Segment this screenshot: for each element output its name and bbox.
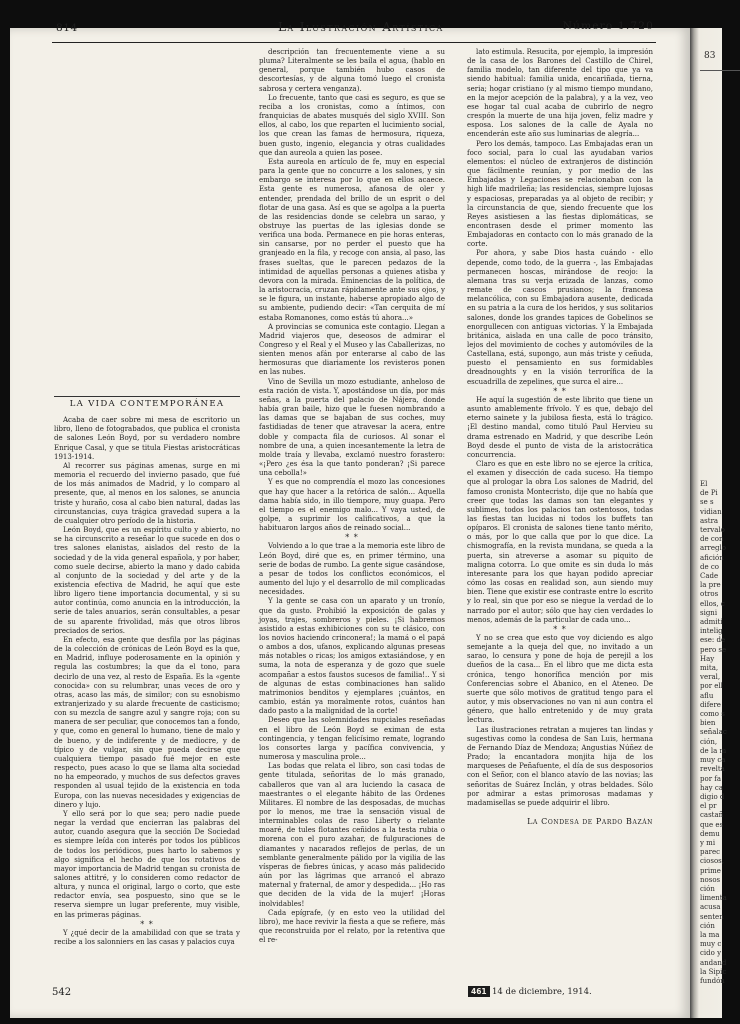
page-footer [52, 984, 656, 1004]
next-page-fragment: afición [700, 553, 724, 562]
footer-page-number: 542 [52, 987, 72, 998]
section-separator: * * [553, 624, 567, 634]
next-page-fragment: acusa [700, 903, 721, 912]
next-page-fragment: la pre [700, 581, 721, 590]
article-paragraph: Lo frecuente, tanto que casi es seguro, es que se reciba a los cronistas, como a íntimos, con franquicias de abates musqués del siglo XVIII. Son ellos, al cabo, los que reparten el lucimiento social, los que crean las famas de hermosura, riqueza, buen gusto, ingenio, elegancia y otras cualidades que dan aureola a quien las posee. [259, 93, 445, 157]
column-3 [467, 48, 653, 826]
article-paragraph: Por ahora, y sabe Dios hasta cuándo - ello depende, como todo, de la guerra -, las Embajadas permanecen hoscas, mirándose de reojo: la alemana tras su verja erizada de lanzas, como remate de cascos prusianos; la francesa melancólica, con su Embajadora ausente, dedicada en su patria a la cura de los heridos, y sus solitarios salones, donde los grandes tapices de Gobelinos se enorgullecen con antiguas victorias. Y la Embajada británica, aislada en una calle de poco tránsito, lejos del movimiento de coches y automóviles de la Castellana, está, supongo, aun más triste y ceñuda, puesto el pensamiento en sus formidables dreadnoughts y en la visión terrorífica de la escuadrilla de zepelines, que surca el aire... [467, 249, 653, 386]
next-page-fragment: vidian [700, 507, 722, 516]
next-page-fragment: digio d [700, 792, 725, 801]
column-1-blank-space [54, 48, 240, 396]
column-1 [54, 48, 240, 947]
next-page-fragment: ese: de [700, 636, 726, 645]
article-paragraph: A provincias se comunica este contagio. Llegan a Madrid viajeros que, deseosos de admirar el Congreso y el Real y el Museo y las Caballerizas, no sienten menos afán por enterarse al cabo de las hermosuras que diariamente los revisteros ponen en las nubes. [259, 322, 445, 377]
next-page-edge [690, 28, 727, 1018]
next-page-fragment: bien [700, 719, 716, 728]
next-page-fragment: de Pi [700, 489, 718, 498]
next-page-fragment: parec [700, 848, 721, 857]
next-page-fragment: ción [700, 884, 715, 893]
next-page-fragment: la ma [700, 930, 720, 939]
next-page-fragment: tervalo [700, 526, 725, 535]
article-paragraph: Esta aureola en artículo de fe, muy en especial para la gente que no concurre a los salones, y sin embargo se interesa por lo que en ellos acaece. Esta gente es numerosa, afanosa de oler y entender, prendada del brillo de un esprit o del flotar de una gasa. Así es que se agolpa a la puerta de las residencias donde se celebra un sarao, y obstruye las puertas de las iglesias donde se verifica una boda. Permanece en pie horas enteras, sin cansarse, por no perder el puesto que ha granjeado en la fila, y recoge con ansia, al paso, las frases sueltas, que le parecen pedazos de la intimidad de aquellas personas a quienes atisba y devora con la mirada. Eminencias de la política, de la aristocracia, cruzan rápidamente ante sus ojos, y se le figura, un instante, haberse apropiado algo de su ambiente, pudiendo decir: «Tan cerquita de mí estaba Romanones, como estás tú ahora...» [259, 157, 445, 322]
next-page-fragment: pero se [700, 645, 727, 654]
next-page-fragment: nosos [700, 875, 721, 884]
article-paragraph: León Boyd, que es un espíritu culto y abierto, no se ha circunscrito a reseñar lo que sucede en dos o tres salones elanistas, aislados del resto de la sociedad y de la vida general española, y por haber, como suele decirse, abierto la mano y dado cabida al conjunto de la sociedad y del arte y de la existencia efectiva de Madrid, he aquí que este libro ligero tiene importancia documental, y si su autor continúa, como anuncia en la introducción, la serie de tales anuarios, serán consultables, a pesar de su aparente frivolidad, más que otros libros preciados de serios. [54, 526, 240, 635]
next-page-fragment: muy c [700, 940, 722, 949]
column-2 [259, 48, 445, 945]
next-page-fragment: castañ [700, 811, 724, 820]
article-paragraph: Volviendo a lo que trae a la memoria este libro de León Boyd, diré que es, en primer término, una serie de bodas de rumbo. La gente sigue casándose, a pesar de todos los conflictos económicos, el aumento del lujo y el desarrollo de mil complicadas necesidades. [259, 542, 445, 597]
article-paragraph: Las bodas que relata el libro, son casi todas de gente titulada, señoritas de lo más granado, caballeros que van al ara luciendo la casaca de maestrantes o el elegante hábito de las Ordenes Militares. El nombre de las desposadas, de muchas por lo menos, me trae la sensación visual de interminables colas de raso Liberty o rielante moaré, de tules flotantes ceñidos a la testa rubia o morena con el puro azahar, de fulguraciones de diamantes y nacarados reflejos de perlas, de un semblante generalmente pálido por la vigilia de las vísperas de fiebres únicas, y acaso más palidecido aún por las lágrimas que arrancó el abrazo maternal y fraternal, de amor y despedida... ¡Ho ras que deciden de la vida de la mujer! ¡Horas inolvidables! [259, 762, 445, 908]
next-page-fragment: por ell [700, 682, 723, 691]
article-paragraph: Pero los demás, tampoco. Las Embajadas eran un foco social, para lo cual las ayudaban varios elementos: el núcleo de extranjeros de distinción que fácilmente reunían, y por medio de las Embajadas y Legaciones se relacionaban con la high life madrileña; las residencias, siempre lujosas y espaciosas, preparadas ya al objeto de recibir; y la circunstancia de que, siendo frecuente que los Reyes asistiesen a las fiestas diplomáticas, se encontrasen desde el primer momento las Embajadoras en contacto con lo más granado de la corte. [467, 139, 653, 249]
article-paragraph: Y no se crea que esto que voy diciendo es algo semejante a la queja del que, no invitado a un sarao, lo censura y pone de hoja de perejil a los dueños de la casa... En el libro que me dicta esta crónica, tengo honorífica mención por mis Conferencias sobre el Abanico, en el Ateneo. De suerte que sólo motivos de gratitud tengo para el autor, y mis observaciones no van ni aun contra el género, que hallo entretenido y de muy grata lectura. [467, 634, 653, 725]
next-page-fragment: cido y [700, 949, 722, 958]
next-page-fragment: signi [700, 608, 718, 617]
article-paragraph: Las ilustraciones retratan a mujeres tan lindas y sugestivas como la condesa de San Luis, hermana de Fernando Díaz de Mendoza; Angustias Núñez de Prado; la encantadora monjita hija de los marqueses de Peñafuente, el día de sus desposorios con el Señor, con el blanco atavío de las novias; las señoritas de Suárez Inclán, y otras beldades. Sólo por admirar a estas primorosas madamas y madamisellas se puede adquirir el libro. [467, 725, 653, 807]
next-page-fragment: andand [700, 958, 727, 967]
article-paragraph: Acaba de caer sobre mi mesa de escritorio un libro, lleno de fotograbados, que publica el cronista de salones León Boyd, por su verdadero nombre Enrique Casal, y que se titula Fiestas aristocráticas 1913-1914. [54, 416, 240, 461]
article-paragraph: Y es que no comprendía el mozo las concesiones que hay que hacer a la retórica de salón... Aquella dama había sido, in illo tiempore, muy guapa. Pero el tiempo es el enemigo malo... Y vaya usted, de golpe, a suprimir los calificativos, a que la habituaron largos años de reinado social... [259, 478, 445, 533]
next-page-fragment: prime [700, 866, 721, 875]
section-separator: * * [345, 533, 359, 543]
article-paragraph: Y ¿qué decir de la amabilidad con que se trata y recibe a los salonniers en las casas y palacios cuya [54, 928, 240, 947]
page-header [52, 18, 652, 38]
next-page-fragment: mita, [700, 664, 719, 673]
next-page-fragment: y mi [700, 838, 716, 847]
header-rule [52, 42, 656, 43]
section-rule [54, 396, 240, 397]
next-page-fragment: ellos, c [700, 599, 725, 608]
article-paragraph: descripción tan frecuentemente viene a su pluma? Literalmente se les baila el agua, (hablo en general, porque también hubo casos de descortesías, y de alguna tomó luego el cronista sabrosa y certera venganza). [259, 48, 445, 93]
next-page-fragment: ciosos, [700, 857, 724, 866]
column-3-body [467, 48, 653, 808]
issue-number: Número 1.720 [562, 20, 654, 32]
next-page-fragment: el pr [700, 802, 717, 811]
next-page-fragment: la Sipic [700, 967, 727, 976]
next-page-fragment: intelig [700, 627, 723, 636]
next-page-fragment: Hay [700, 654, 715, 663]
column-2-body [259, 48, 445, 945]
article-paragraph: Y la gente se casa con un aparato y un tronío, que da gusto. Prohibió la exposición de galas y joyas, trajes, sombreros y pieles. ¡Si habremos asistido a estas exhibiciones con su te clásico, con los novios haciendo crinconera!; la mamá o el papá o ambos a dos, ufanos, explicando algunas preseas más notables o ricas; los amigos extasiándose, y en suma, la nota de esperanza y de gozo que suele acompañar a estos faustos sucesos de familia!.. Y si de algunas de estas combinaciones han salido matrimonios benditos y ejemplares ¡cuántos, en cambio, están ya moralmente rotos, cuántos han dado pasto a la malignidad de la corte! [259, 597, 445, 716]
next-page-fragment: difere [700, 700, 721, 709]
next-page-fragment: arreglo [700, 544, 726, 553]
article-paragraph: He aquí la sugestión de este librito que tiene un asunto amablemente frívolo. Y es que, debajo del eterno sainete y la jubilosa fiesta, está lo trágico. ¡El destino mandal, como tituló Paul Hervieu su drama estrenado en Madrid, y que describe León Boyd desde el punto de vista de la aristocrática concurrencia. [467, 395, 653, 459]
next-page-fragment: demu [700, 829, 720, 838]
next-page-fragment: como s [700, 710, 725, 719]
next-page-fragment: fundón [700, 976, 725, 985]
next-page-fragment: limenta [700, 894, 727, 903]
next-page-text-fragments [700, 480, 730, 986]
footer-date: 14 de diciembre, 1914. [492, 987, 592, 997]
next-page-fragment: aflu [700, 691, 714, 700]
next-page-number: 83 [704, 51, 716, 61]
next-page-fragment: El [700, 480, 708, 488]
column-1-body [54, 416, 240, 947]
magazine-title: La Ilustración Artística [278, 20, 444, 34]
next-page-fragment: senten [700, 912, 724, 921]
article-paragraph: Y ello será por lo que sea; pero nadie puede negar la verdad que encierran las palabras del autor, cuando asegura que la sección De Sociedad es siempre leída con interés por todos los públicos de todos los periódicos, pues harto lo sabemos y algo significa el hecho de que los rotativos de mayor importancia de Madrid tengan su cronista de salones attitré, y lo consideren como redactor de altura, y nunca el original, largo o corto, que este redactor envía, sea pospuesto, sino que se le reserva siempre un lugar preferente, muy visible, en las primeras páginas. [54, 809, 240, 919]
next-page-fragment: de co [700, 562, 719, 571]
next-page-fragment: se s [700, 498, 714, 507]
next-page-fragment: señalac [700, 728, 727, 737]
next-page-fragment: que es [700, 820, 724, 829]
section-separator: * * [140, 919, 154, 929]
next-page-rule [700, 70, 740, 71]
article-paragraph: Claro es que en este libro no se ejerce la crítica, el examen y disección de cada suceso. Ha tiempo que al prologar la obra Los salones de Madrid, del famoso cronista Montecristo, dije que no había que creer que todas las damas son tan elegantes y sublimes, todos los palacios tan ostentosos, todas las fiestas tan lucidas ni todos los buffets tan opíparos. El cronista de salones tiene tanto mérito, o más, por lo que calla que por lo que dice. La chismografía, en la revista mundana, se queda a la puerta, sin atreverse a asomar su piquito de maligna cotorra. Lo que omite es sin duda lo más interesante para los que hayan podido apreciar cómo las cosas en realidad son, aun siendo muy bien. Tiene que existir ese contraste entre lo escrito y lo real, sin que por eso se niegue la verdad de lo narrado por el autor; sólo que hay cien verdades lo menos, además de la particular de cada uno... [467, 460, 653, 624]
next-page-fragment: veral, [700, 673, 721, 682]
article-paragraph: lato estimula. Resucita, por ejemplo, la impresión de la casa de los Barones del Castillo de Chirel, familia modelo, tan diferente del tipo que ya va siendo habitual: familia unida, encariñada, tierna, seria; hogar cristiano (y al mismo tiempo mundano, en la mejor acepción de la palabra), y a la vez, veo ese hogar tal cual acaba de cubrirlo de negro crespón la muerte de una hija joven, feliz madre y esposa. Los salones de la calle de Ayala no encenderán este año sus luminarias de alegría... [467, 48, 653, 139]
next-page-fragment: admiti [700, 618, 723, 627]
next-page-fragment: de con [700, 535, 724, 544]
next-page-fragment: otros [700, 590, 719, 599]
article-title: LA VIDA CONTEMPORÁNEA [69, 399, 225, 409]
next-page-fragment: de la m [700, 746, 727, 755]
section-separator: * * [553, 386, 567, 396]
next-page-fragment: Cade [700, 572, 719, 581]
next-page-fragment: hay ca [700, 783, 723, 792]
header-page-number: 814 [56, 22, 78, 34]
footer-badge: 461 [468, 986, 490, 997]
next-page-fragment: por fa [700, 774, 722, 783]
next-page-fragment: astra [700, 516, 719, 525]
next-page-fragment: ción [700, 921, 715, 930]
next-page-fragment: muy ca [700, 756, 726, 765]
article-paragraph: Al recorrer sus páginas amenas, surge en mi memoria el recuerdo del invierno pasado, que fué de los más animados de Madrid, y lo comparo al presente, que, al menos en los salones, se anuncia triste y huraño, cosa al cabo bien natural, dadas las circunstancias, cuya trágica gravedad supera a la de cualquier otro período de la historia. [54, 461, 240, 525]
article-paragraph: Cada epígrafe, (y en esto veo la utilidad del libro), me hace revivir la fiesta a que se refiere, más que reconstruida por el relato, por la retentiva que el re- [259, 908, 445, 945]
next-page-fragment: ción, [700, 737, 718, 746]
article-paragraph: Deseo que las solemnidades nupciales reseñadas en el libro de León Boyd se eximan de esta contingencia, y tengan felicísimo remate, logrando los consortes larga y pacífica convivencia, y numerosa y masculina prole... [259, 716, 445, 762]
article-paragraph: En efecto, esa gente que desfila por las páginas de la colección de crónicas de León Boyd es la que, en Madrid, influye poderosamente en la opinión y regula las costumbres; la que da el tono, para decirlo de una vez, al resto de España. Es la «gente conocida» con su relumbrar, unas veces de oro y otras, acaso las más, de similor; con su esnobismo extranjerizado y su alarde frecuente de casticismo; con su mezcla de sangre azul y sangre roja; con su manera de ser peculiar, que conocemos tan a fondo, y que, como en general lo humano, tiene de malo y de bueno, y de indiferente y de mediocre, y de típico y de vulgar, sin que pueda decirse que cualquiera tiempo pasado fué mejor en este respecto, pues acaso lo que se llama alta sociedad no ha empeorado, y muchos de sus defectos graves responden al usual tejido de la existencia en toda Europa, con las nuevas necesidades y exigencias de dinero y lujo. [54, 635, 240, 809]
article-signature: La Condesa de Pardo Bazán [527, 816, 653, 826]
article-paragraph: Vino de Sevilla un mozo estudiante, anheloso de esta ración de vista. Y, apostándose un día, por más señas, a la puerta del palacio de Nájera, donde había gran baile, hizo que le fuesen nombrando a las damas que se bajaban de sus coches, muy fastidiadas de tener que atravesar la acera, entre doble y compacta fila de curiosos. Al sonar el nombre de una, a quien incesantemente la letra de molde traía y llevaba, exclamó nuestro forastero: «¡Pero ¿es ésa la que tanto ponderan? ¡Si parece una cebolla!» [259, 377, 445, 478]
next-page-fragment: revelta [700, 765, 725, 774]
